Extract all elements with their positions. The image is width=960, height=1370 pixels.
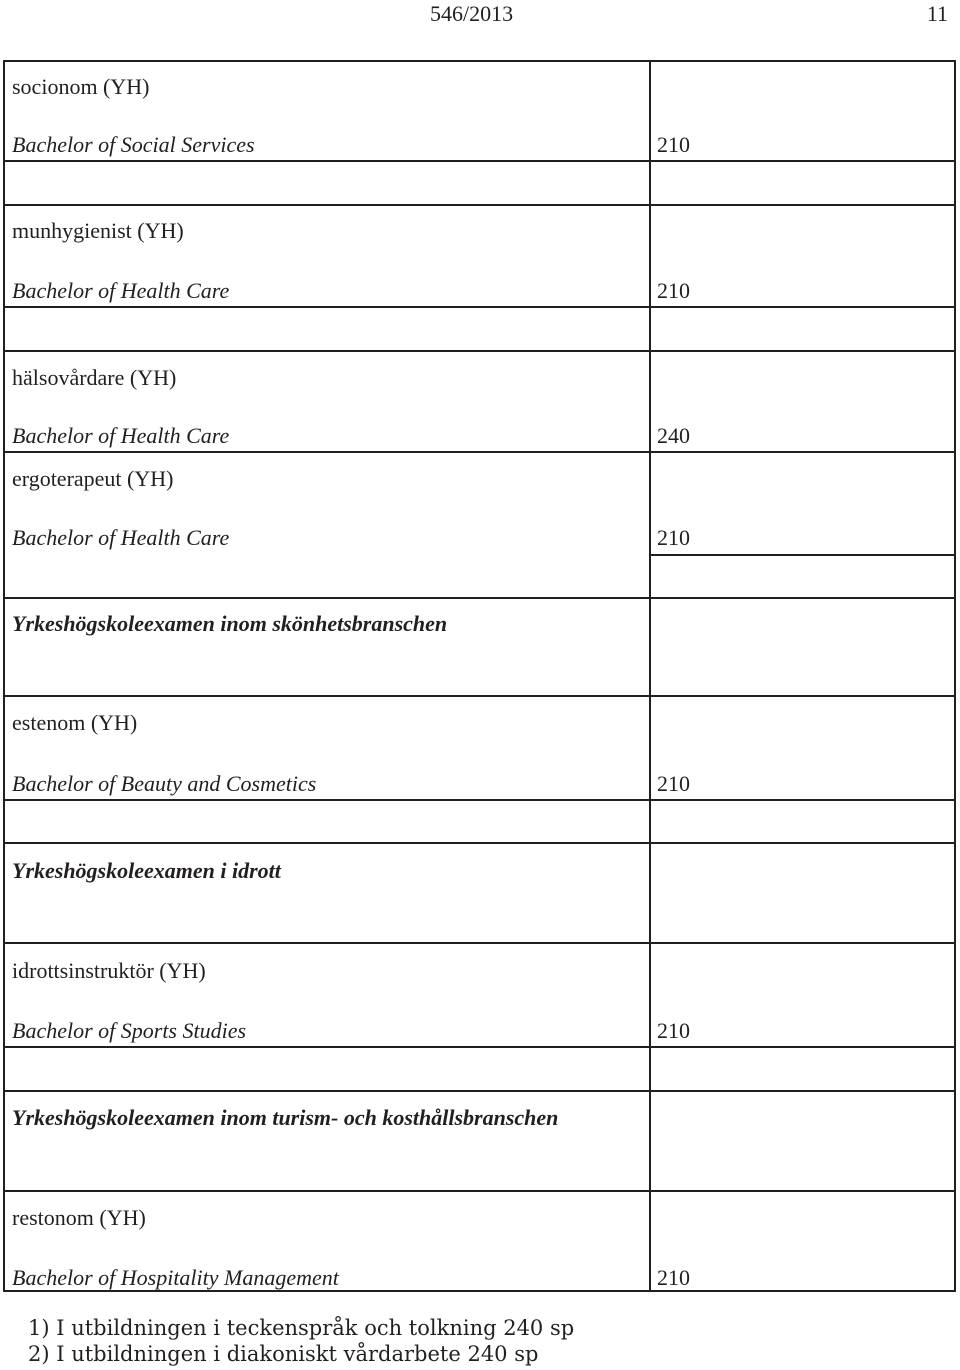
degree-english-name: Bachelor of Beauty and Cosmetics [12, 771, 317, 796]
row-divider [649, 554, 954, 556]
page-header [0, 0, 960, 30]
document-number: 546/2013 [430, 1, 514, 26]
row-divider [5, 1190, 954, 1192]
row-divider [5, 842, 954, 844]
section-heading: Yrkeshögskoleexamen inom turism- och kosthållsbranschen [12, 1105, 559, 1130]
degree-english-name: Bachelor of Social Services [12, 132, 255, 157]
footnote: 2) I utbildningen i diakoniskt vårdarbete 240 sp [28, 1342, 539, 1366]
credits-value: 210 [657, 1265, 690, 1290]
degree-title: munhygienist (YH) [12, 218, 184, 243]
degree-title: idrottsinstruktör (YH) [12, 958, 206, 983]
credits-value: 210 [657, 132, 690, 157]
degree-title: hälsovårdare (YH) [12, 365, 177, 390]
degree-title: socionom (YH) [12, 74, 150, 99]
degree-english-name: Bachelor of Health Care [12, 423, 230, 448]
credits-value: 210 [657, 278, 690, 303]
column-divider [649, 62, 651, 1290]
row-divider [5, 695, 954, 697]
row-divider [5, 597, 954, 599]
degree-title: estenom (YH) [12, 710, 138, 735]
section-heading: Yrkeshögskoleexamen i idrott [12, 858, 281, 883]
credits-value: 210 [657, 771, 690, 796]
row-divider [5, 799, 954, 801]
row-divider [5, 204, 954, 206]
credits-value: 240 [657, 423, 690, 448]
row-divider [5, 1090, 954, 1092]
degree-english-name: Bachelor of Hospitality Management [12, 1265, 339, 1290]
degree-english-name: Bachelor of Sports Studies [12, 1018, 247, 1043]
degree-title: ergoterapeut (YH) [12, 466, 174, 491]
credits-value: 210 [657, 525, 690, 550]
degree-title: restonom (YH) [12, 1205, 146, 1230]
footnote: 1) I utbildningen i teckenspråk och tolkning 240 sp [28, 1316, 575, 1340]
row-divider [5, 306, 954, 308]
row-divider [5, 160, 954, 162]
row-divider [5, 451, 954, 453]
row-divider [5, 1046, 954, 1048]
credits-value: 210 [657, 1018, 690, 1043]
row-divider [5, 350, 954, 352]
section-heading: Yrkeshögskoleexamen inom skönhetsbranschen [12, 611, 448, 636]
page-number: 11 [926, 1, 948, 26]
degree-english-name: Bachelor of Health Care [12, 278, 230, 303]
degree-table [3, 60, 956, 1292]
row-divider [5, 942, 954, 944]
degree-english-name: Bachelor of Health Care [12, 525, 230, 550]
